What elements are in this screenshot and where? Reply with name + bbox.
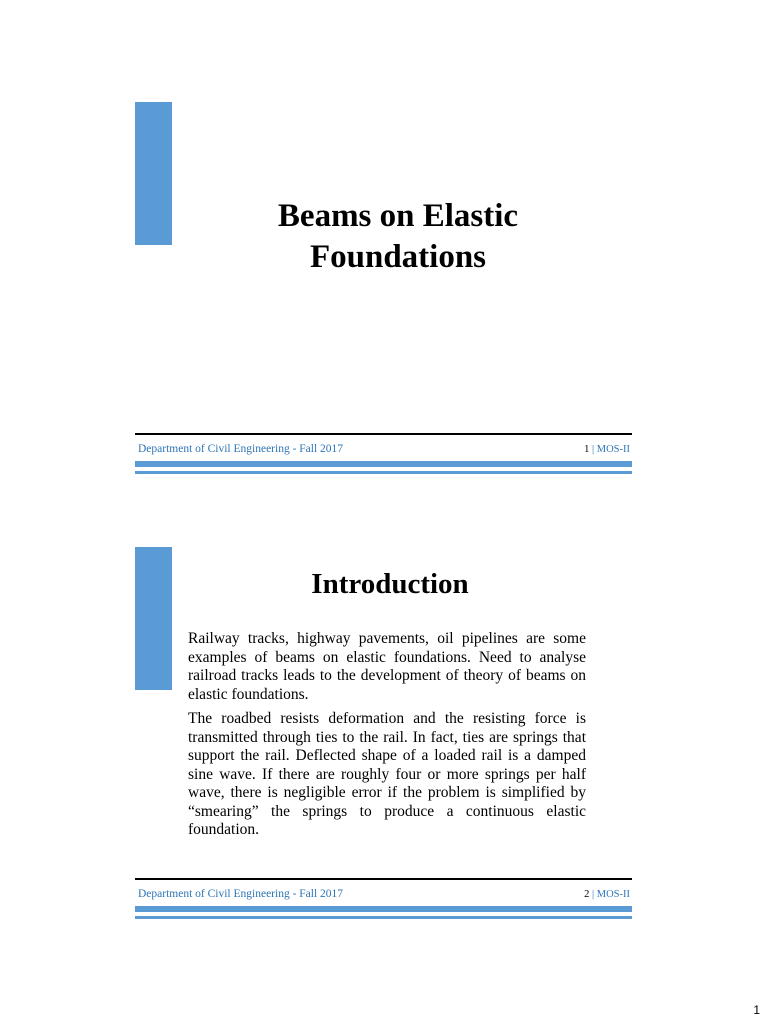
footer-page-info [560, 889, 630, 900]
footer-stripe-thin [135, 471, 632, 474]
slide-2 [0, 500, 768, 940]
footer-separator: | [592, 889, 595, 900]
sheet-page-number: 1 [753, 1003, 760, 1017]
footer-stripe-thin [135, 916, 632, 919]
slide-1 [0, 0, 768, 500]
slide-body [188, 630, 586, 846]
footer-course: MOS-II [596, 889, 630, 900]
body-paragraph-1: Railway tracks, highway pavements, oil pipelines are some examples of beams on elastic foundations. Need to analyse railroad tracks leads to the development of theory of beams on elastic foundations. [188, 630, 586, 703]
title-line-1: Beams on Elastic [277, 198, 519, 234]
footer-separator: | [592, 444, 595, 455]
footer-stripe-thick [135, 906, 632, 912]
body-paragraph-2: The roadbed resists deformation and the resisting force is transmitted through ties to the rail. In fact, ties are springs that support the rail. Deflected shape of a loaded rail is a damped sine wave. If there are roughly four or more springs per half wave, there is negligible error if the problem is simplified by “smearing” the springs to produce a continuous elastic foundation. [188, 710, 586, 838]
footer-department: Department of Civil Engineering - Fall 2017 [138, 888, 344, 900]
slide-heading: Introduction [311, 568, 469, 600]
footer-rule [135, 878, 632, 880]
title-line-2: Foundations [309, 239, 487, 275]
footer-rule [135, 433, 632, 435]
footer-course: MOS-II [596, 444, 630, 455]
slide-page-number: 2 [584, 889, 590, 900]
accent-bar [135, 547, 172, 690]
slide-page-number: 1 [584, 444, 590, 455]
slide-title [200, 196, 596, 278]
footer-department: Department of Civil Engineering - Fall 2017 [138, 443, 344, 455]
accent-bar [135, 102, 172, 245]
footer-page-info [560, 444, 630, 455]
footer-stripe-thick [135, 461, 632, 467]
